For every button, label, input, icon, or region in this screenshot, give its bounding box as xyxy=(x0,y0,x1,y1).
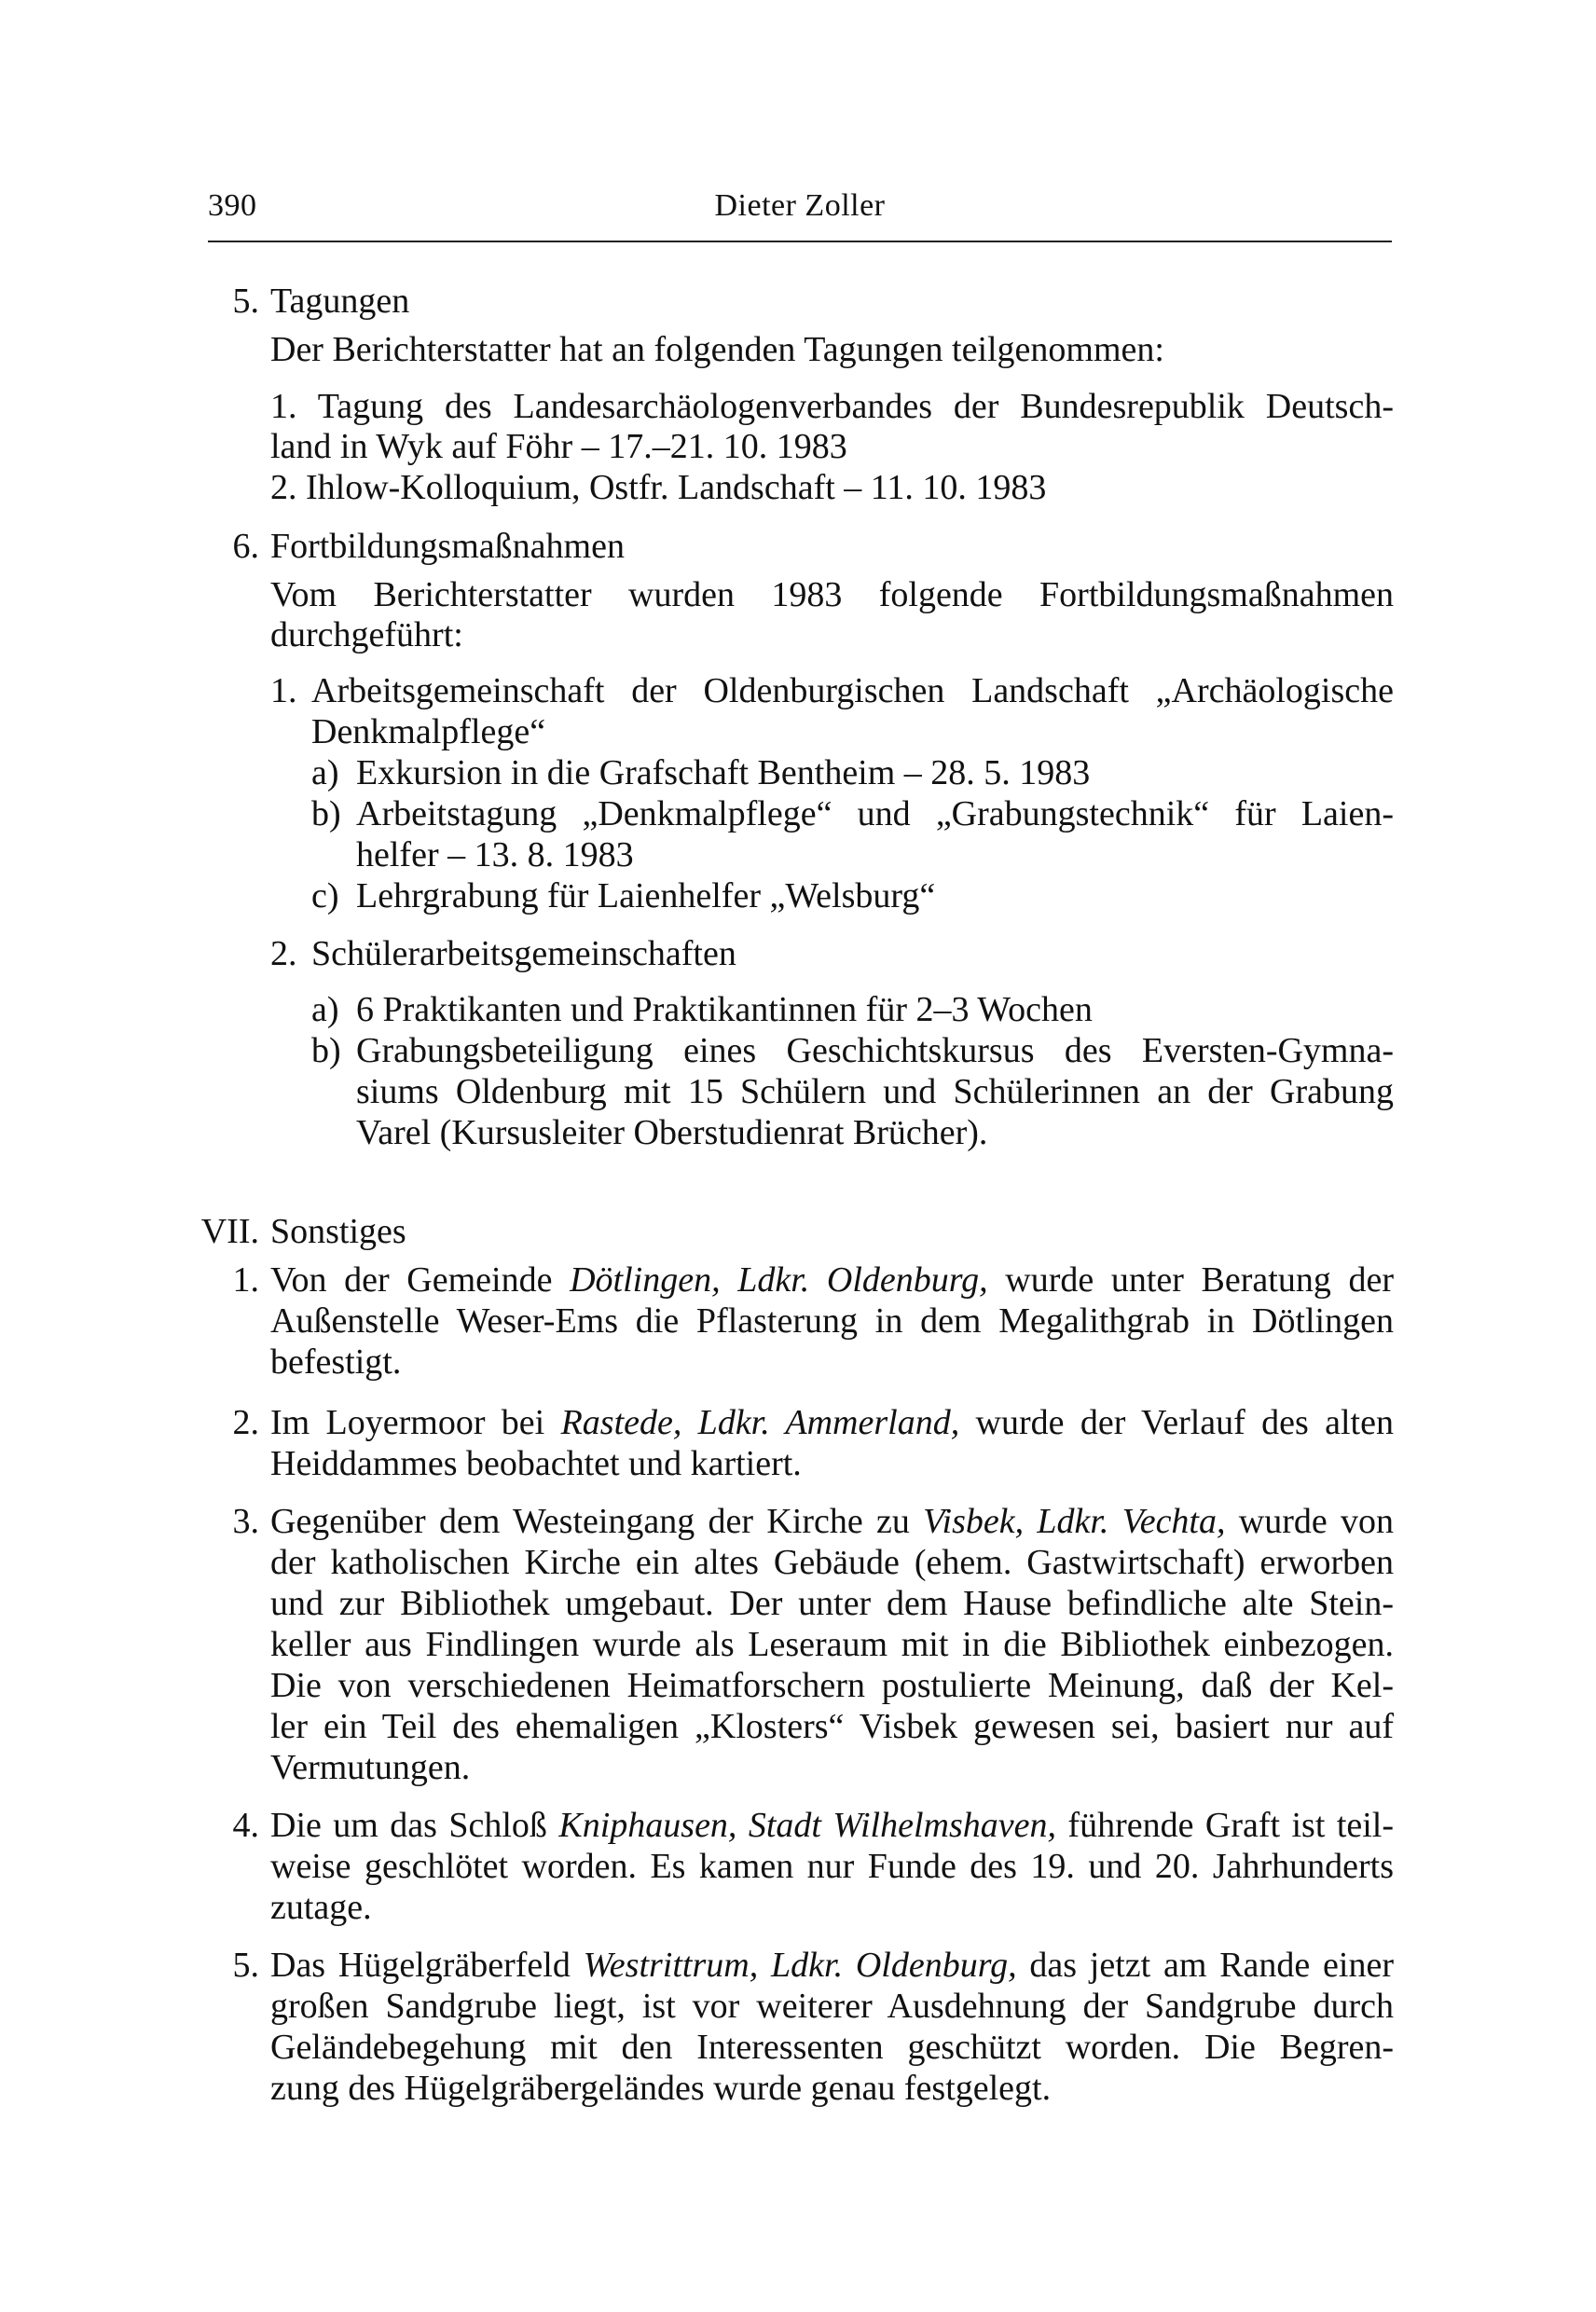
list-number: 2. xyxy=(270,934,297,973)
place-name: Westrittrum, Ldkr. Oldenburg, xyxy=(583,1946,1017,1985)
item-number: 1. xyxy=(232,1260,259,1300)
sublist-letter: c) xyxy=(311,876,339,915)
list-item-line: Schülerarbeitsgemeinschaften xyxy=(311,934,736,973)
sublist-letter: b) xyxy=(311,794,341,833)
list-item-line: 1. Tagung des Landesarchäologenverbandes der Bundesrepublik Deutsch- xyxy=(270,387,1394,426)
sublist-letter: b) xyxy=(311,1031,341,1070)
paragraph-line xyxy=(270,1500,1394,1543)
sublist-item-line: Lehrgrabung für Laienhelfer „Welsburg“ xyxy=(356,876,936,915)
paragraph-line: befestigt. xyxy=(270,1342,402,1382)
place-name: Kniphausen, Stadt Wilhelmshaven, xyxy=(558,1806,1056,1845)
paragraph-line: keller aus Findlingen wurde als Leseraum mit in die Bibliothek einbezogen. xyxy=(270,1625,1394,1664)
section-number: 6. xyxy=(232,527,259,566)
place-name: Dötlingen, Ldkr. Oldenburg, xyxy=(570,1260,988,1300)
sublist-letter: a) xyxy=(311,753,339,792)
item-number: 3. xyxy=(232,1502,259,1541)
section-title: Sonstiges xyxy=(270,1212,406,1251)
paragraph-line: Die von verschiedenen Heimatforschern postulierte Meinung, daß der Kel- xyxy=(270,1666,1394,1705)
paragraph-line xyxy=(270,1944,1394,1987)
plain-text: wurde von xyxy=(1225,1502,1394,1541)
paragraph-line: Heiddammes beobachtet und kartiert. xyxy=(270,1444,802,1483)
item-number: 2. xyxy=(232,1403,259,1442)
paragraph-line: zung des Hügelgräbergeländes wurde genau festgelegt. xyxy=(270,2069,1052,2108)
section-title: Fortbildungsmaßnahmen xyxy=(270,527,625,566)
list-number: 1. xyxy=(270,671,297,710)
plain-text: Im Loyermoor bei xyxy=(270,1403,561,1442)
header-rule xyxy=(208,241,1392,242)
paragraph-line: ler ein Teil des ehemaligen „Klosters“ Visbek gewesen sei, basiert nur auf xyxy=(270,1707,1394,1746)
paragraph-line: durchgeführt: xyxy=(270,615,463,654)
paragraph-line: Vom Berichterstatter wurden 1983 folgende Fortbildungsmaßnahmen xyxy=(270,575,1394,614)
list-item-line: 2. Ihlow-Kolloquium, Ostfr. Landschaft – 11. 10. 1983 xyxy=(270,468,1047,507)
plain-text: Von der Gemeinde xyxy=(270,1260,571,1300)
page-header xyxy=(208,188,1392,241)
paragraph-line xyxy=(270,1259,1394,1301)
sublist-item-line: Exkursion in die Grafschaft Bentheim – 28. 5. 1983 xyxy=(356,753,1091,792)
sublist-item-line: 6 Praktikanten und Praktikantinnen für 2–3 Wochen xyxy=(356,990,1093,1029)
list-item-line: Arbeitsgemeinschaft der Oldenburgischen Landschaft „Archäologische xyxy=(311,671,1394,710)
plain-text: Das Hügelgräberfeld xyxy=(270,1946,584,1985)
paragraph-line: großen Sandgrube liegt, ist vor weiterer Ausdehnung der Sandgrube durch xyxy=(270,1987,1394,2026)
place-name: Rastede, Ldkr. Ammerland, xyxy=(560,1403,960,1442)
sublist-item-line: helfer – 13. 8. 1983 xyxy=(356,835,634,874)
paragraph-line xyxy=(270,1401,1394,1444)
sublist-item-line: Arbeitstagung „Denkmalpflege“ und „Grabungstechnik“ für Laien- xyxy=(356,794,1394,833)
plain-text: das jetzt am Rande einer xyxy=(1016,1946,1394,1985)
paragraph-line: Vermutungen. xyxy=(270,1748,471,1787)
section-number: 5. xyxy=(232,282,259,321)
paragraph-line: zutage. xyxy=(270,1888,372,1927)
sublist-item-line: Grabungsbeteiligung eines Geschichtskursus des Eversten-Gymna- xyxy=(356,1031,1394,1070)
paragraph-line: Der Berichterstatter hat an folgenden Tagungen teilgenommen: xyxy=(270,330,1164,369)
list-item-line: land in Wyk auf Föhr – 17.–21. 10. 1983 xyxy=(270,427,847,466)
running-title: Dieter Zoller xyxy=(714,188,886,223)
sublist-item-line: siums Oldenburg mit 15 Schülern und Schülerinnen an der Grabung xyxy=(356,1072,1394,1111)
plain-text: Die um das Schloß xyxy=(270,1806,559,1845)
paragraph-line: weise geschlötet worden. Es kamen nur Funde des 19. und 20. Jahrhunderts xyxy=(270,1847,1394,1886)
section-title: Tagungen xyxy=(270,282,410,321)
item-number: 5. xyxy=(232,1946,259,1985)
section-number: VII. xyxy=(200,1212,259,1251)
paragraph-line xyxy=(270,1804,1394,1847)
paragraph-line: Außenstelle Weser-Ems die Pflasterung in dem Megalithgrab in Dötlingen xyxy=(270,1301,1394,1341)
paragraph-line: der katholischen Kirche ein altes Gebäude (ehem. Gastwirtschaft) erworben xyxy=(270,1543,1394,1582)
paragraph-line: Geländebegehung mit den Interessenten geschützt worden. Die Begren- xyxy=(270,2028,1394,2067)
paragraph-line: und zur Bibliothek umgebaut. Der unter dem Hause befindliche alte Stein- xyxy=(270,1584,1394,1623)
sublist-item-line: Varel (Kursusleiter Oberstudienrat Brücher). xyxy=(356,1113,988,1152)
place-name: Visbek, Ldkr. Vechta, xyxy=(923,1502,1226,1541)
plain-text: wurde unter Beratung der xyxy=(987,1260,1394,1300)
list-item-line: Denkmalpflege“ xyxy=(311,712,546,751)
plain-text: wurde der Verlauf des alten xyxy=(959,1403,1394,1442)
plain-text: führende Graft ist teil- xyxy=(1055,1806,1395,1845)
item-number: 4. xyxy=(232,1806,259,1845)
page-number: 390 xyxy=(208,188,257,223)
plain-text: Gegenüber dem Westeingang der Kirche zu xyxy=(270,1502,924,1541)
sublist-letter: a) xyxy=(311,990,339,1029)
